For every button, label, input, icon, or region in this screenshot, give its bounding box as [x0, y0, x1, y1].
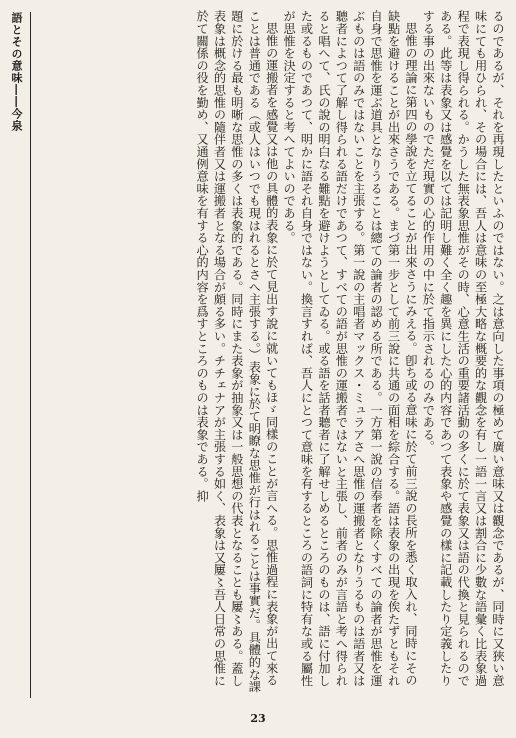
body-text [34, 10, 506, 698]
page-number: 23 [250, 712, 266, 725]
header-rule [30, 12, 31, 698]
paragraph-2: 思惟の理論に第四の學說を立てることが出來さうにみえる。卽ち或る意味に於て前三說の長所を悉く取入れ、同時にその缺點を避けることが出來さうである。まづ第一步として前三說に共通の面相を綜合する。語は表象の出現を俟たずともそれ自身で思惟を運ぶ道具となりうることは總ての論者の認める所である。一方第一說の信奉者を除くすべての論者が思惟を運ぶものは語のみではないことを主張する。第一說の主唱者マックス・ミュラアさへ思惟の運搬者となりうるものは語者又は聽者によつて了解し得られる語だけであつて、すべての語が思惟の運搬者ではないと主張し、前者のみが言語と考へ得られると唱へて、氏の說の明白なる難點を避けようとしてゐる。或る語を話者聽者に了解せしめるところのものは、語に付加した或るものであつて、明かに語それ自身ではない。換言すれば、吾人にとつて意味を有するところの語詞に特有な或る屬性が思惟を決定すると考へてよいのである。 [282, 10, 418, 687]
running-header: 語とその意味――今泉 [10, 12, 23, 132]
paragraph-1: るのであるが、それを再現したといふのではない。之は意向した事項の極めて廣い意味又は觀念であるが、同時に又狹い意味にても用ひられ、その場合には、吾人は意味の至極大略な概要的な觀念を有し一語一言又は割合に少數な語彙く比表象過程で表現し得られる。かうした無表象思惟がその時、心意生活の重要諸活動の多くに於て表象又は語の代換と見られるのである。此等は表象又は感覺を以ては記明し難く全く趣を異にした心的内容であつて表象や感覺の樣に記載したり定義したりする事の出來ないものでただ現實の心的作用の中に於て指示されるのみである。 [421, 10, 505, 687]
paragraph-3: 思惟の運搬者を感覺又は他の具體的表象に於て見出す說に就いてもほゞ同樣のことが言へる。思惟過程に表象が出て來ることは普通である（或人はいつでも現はれるとさへ主張する。）表象に於て明瞭な思惟が行はれることは事實だ。具體的な課題に於ける最も明晰な思惟の多くは表象的である。同時にまた表象が抽象又は一般思想の代表となることも屢〻ある。蓋し表象は概念的思惟の隨伴者又は運搬者となる場合が頗る多い。チチェナアが主張する如く、表象は又屢〻吾人日常の思惟に於て關係の役を勤め、又通例意味を有する心的内容を爲すところのものは表象である。抑 [195, 10, 279, 693]
